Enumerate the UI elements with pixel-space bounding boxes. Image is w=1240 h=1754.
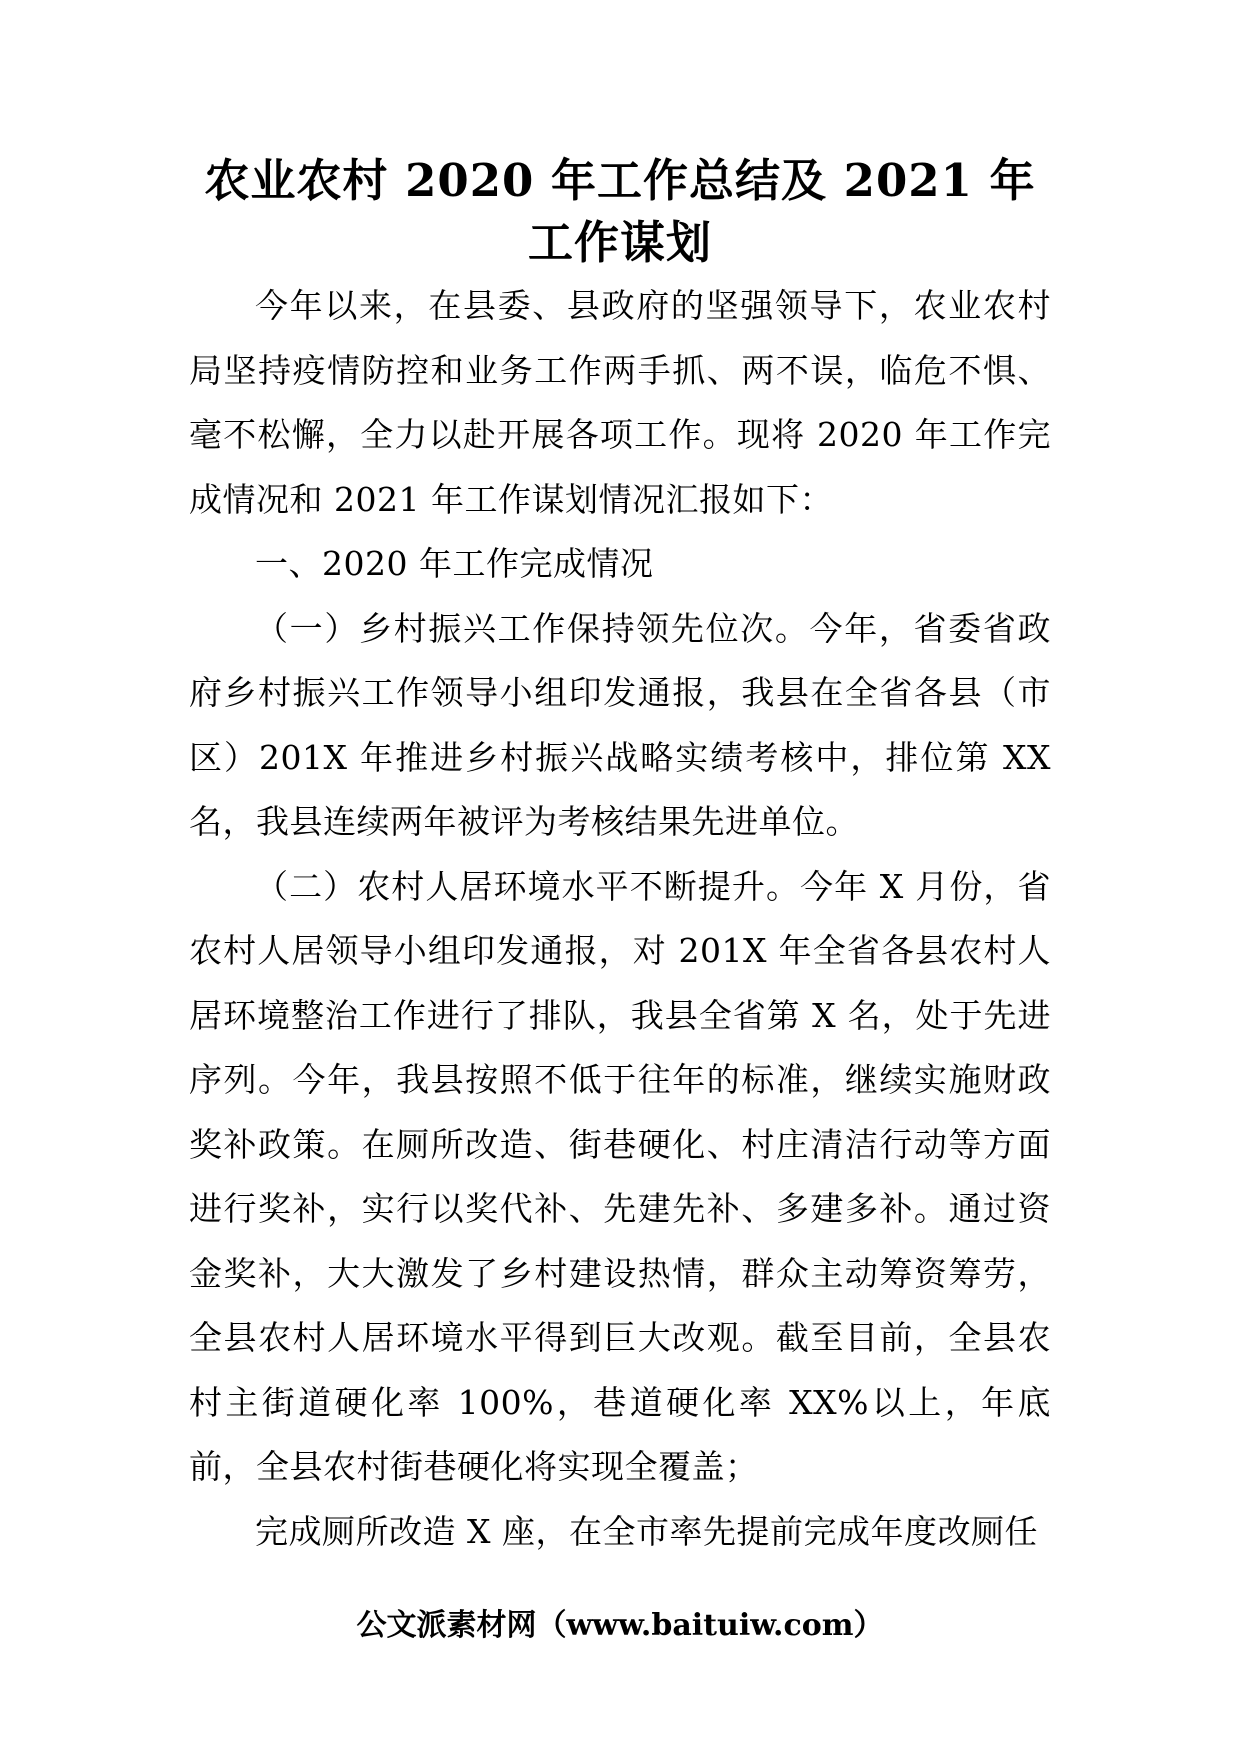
- paragraph-intro: 今年以来，在县委、县政府的坚强领导下，农业农村局坚持疫情防控和业务工作两手抓、两不误，临危不惧、毫不松懈，全力以赴开展各项工作。现将 2020 年工作完成情况和 2021 年工作谋划情况汇报如下：: [189, 286, 1051, 519]
- paragraph-toilet-renovation: 完成厕所改造 X 座，在全市率先提前完成年度改厕任: [255, 1511, 1038, 1551]
- document-title: 农业农村 2020 年工作总结及 2021 年工作谋划: [204, 154, 1036, 269]
- document-page: [189, 150, 1051, 1564]
- paragraph-rural-revitalization: （一）乡村振兴工作保持领先位次。今年，省委省政府乡村振兴工作领导小组印发通报，我县在全省各县（市区）201X 年推进乡村振兴战略实绩考核中，排位第 XX 名，我县连续两年被评为考核结果先进单位。: [189, 608, 1051, 841]
- section-heading-1: 一、2020 年工作完成情况: [255, 544, 654, 583]
- paragraph-living-environment: （二）农村人居环境水平不断提升。今年 X 月份，省农村人居领导小组印发通报，对 201X 年全省各县农村人居环境整治工作进行了排队，我县全省第 X 名，处于先进序列。今年，我县按照不低于往年的标准，继续实施财政奖补政策。在厕所改造、街巷硬化、村庄清洁行动等方面进行奖补，实行以奖代补、先建先补、多建多补。通过资金奖补，大大激发了乡村建设热情，群众主动筹资筹劳，全县农村人居环境水平得到巨大改观。截至目前，全县农村主街道硬化率 100%，巷道硬化率 XX%以上，年底前，全县农村街巷硬化将实现全覆盖；: [189, 866, 1051, 1486]
- page-footer: 公文派素材网（www.baituiw.com）: [356, 1608, 884, 1643]
